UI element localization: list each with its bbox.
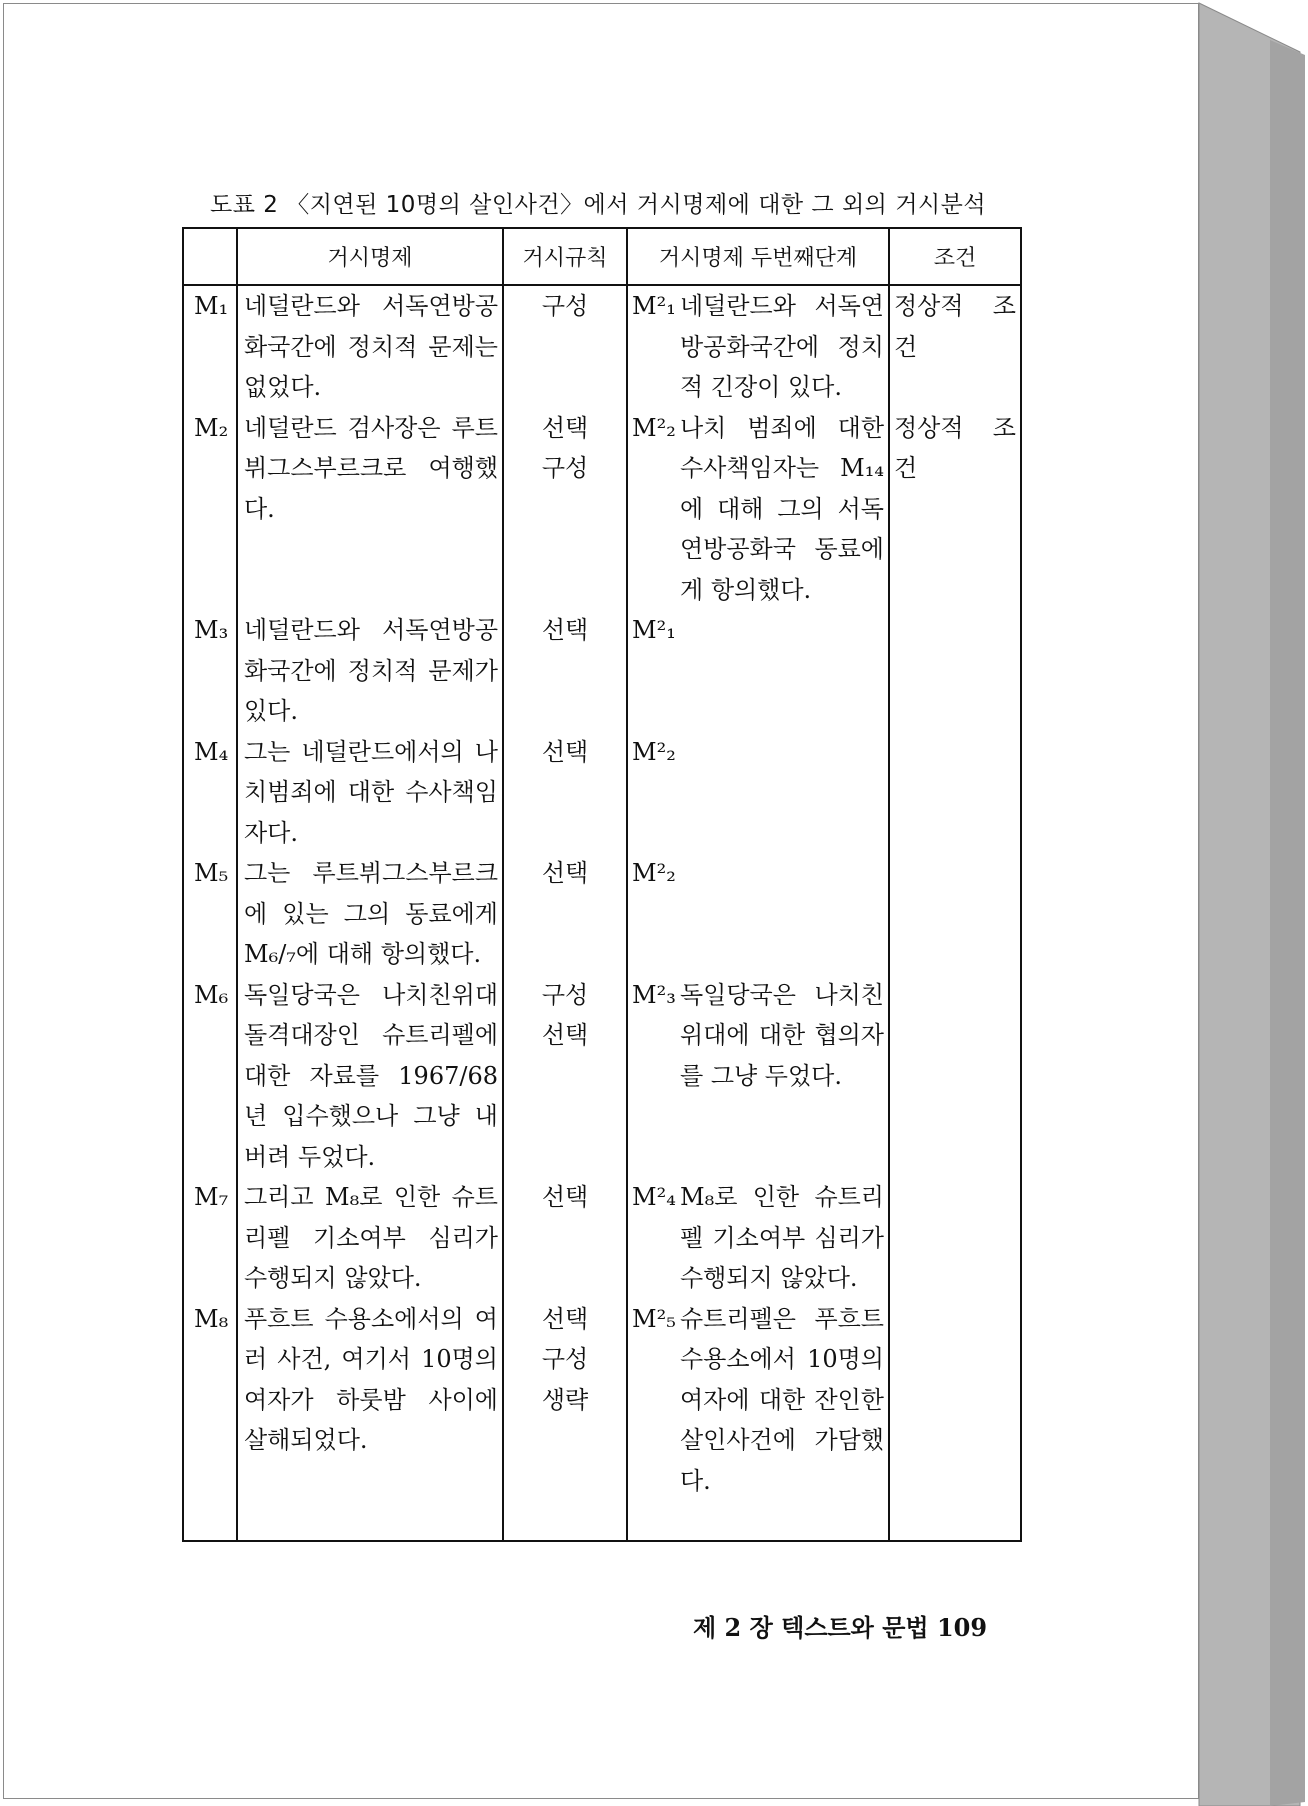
second-level-text: 네덜란드와 서독연방공화국간에 정치적 긴장이 있다. — [680, 292, 884, 401]
macrorule: 생략 — [541, 1385, 589, 1414]
proposition-text: 네덜란드 검사장은 루트뷔그스부르크로 여행했다. — [244, 413, 498, 523]
second-level-ref: M²₁ — [632, 616, 676, 644]
proposition-text: 네덜란드와 서독연방공화국간에 정치적 문제가 있다. — [244, 616, 498, 725]
condition-text — [890, 853, 1020, 975]
macrorule-cell — [504, 732, 626, 854]
second-level-ref: M²₁ — [632, 292, 676, 320]
proposition-id: M₃ — [194, 616, 229, 644]
proposition-text: 그는 네덜란드에서의 나치범죄에 대한 수사책임자다. — [244, 737, 498, 847]
header-second-level: 거시명제 두번째단계 — [627, 228, 889, 285]
proposition-id: M₈ — [194, 1304, 229, 1333]
proposition-text: 독일당국은 나치친위대돌격대장인 슈트리펠에 대한 자료를 1967/68년 입수했으나 그냥 내버려 두었다. — [244, 980, 498, 1171]
proposition-text: 네덜란드와 서독연방공화국간에 정치적 문제는 없었다. — [244, 292, 498, 401]
second-level-ref: M²₅ — [632, 1304, 676, 1333]
condition-text: 정상적 조건 — [894, 292, 1016, 361]
second-level-cell — [628, 408, 888, 611]
header-macroproposition: 거시명제 — [237, 228, 503, 285]
second-level-ref: M²₂ — [632, 737, 676, 766]
header-macrorule: 거시규칙 — [503, 228, 627, 285]
proposition-id: M₅ — [194, 859, 229, 887]
second-level-cell — [628, 286, 888, 408]
proposition-id: M₄ — [194, 737, 229, 766]
table-caption: 도표 2 〈지연된 10명의 살인사건〉에서 거시명제에 대한 그 외의 거시분석 — [210, 192, 987, 218]
condition-text: 정상적 조건 — [894, 413, 1016, 482]
macrorule: 선택 — [541, 1021, 589, 1049]
second-level-cell — [628, 732, 888, 854]
macrorule-cell — [504, 1299, 626, 1502]
header-condition: 조건 — [889, 228, 1021, 285]
condition-text — [890, 1177, 1020, 1299]
macrorule-cell — [504, 610, 626, 732]
second-level-ref: M²₂ — [632, 413, 676, 442]
macroproposition-column — [237, 285, 503, 1541]
proposition-text: 그리고 M₈로 인한 슈트리펠 기소여부 심리가 수행되지 않았다. — [244, 1183, 498, 1292]
macrorule: 선택 — [541, 737, 589, 766]
macrorule: 구성 — [541, 292, 589, 320]
condition-column — [889, 285, 1021, 1541]
macrorule: 선택 — [541, 859, 589, 887]
proposition-text: 그는 루트뷔그스부르크에 있는 그의 동료에게 M₆/₇에 대해 항의했다. — [244, 859, 498, 968]
id-column — [183, 285, 237, 1541]
table-body-row — [183, 285, 1021, 1541]
macrorule-cell — [504, 975, 626, 1178]
header-id — [183, 228, 237, 285]
proposition-id: M₁ — [194, 292, 229, 320]
condition-text — [890, 1299, 1020, 1502]
macrorule-cell — [504, 408, 626, 611]
condition-text — [890, 732, 1020, 854]
second-level-ref: M²₄ — [632, 1183, 676, 1211]
second-level-cell — [628, 975, 888, 1178]
second-level-text — [680, 853, 888, 975]
second-level-ref: M²₂ — [632, 859, 676, 887]
second-level-cell — [628, 610, 888, 732]
macro-analysis-table — [182, 227, 1022, 1542]
condition-text — [890, 610, 1020, 732]
condition-text — [890, 975, 1020, 1178]
second-level-cell — [628, 1177, 888, 1299]
second-level-text: M₈로 인한 슈트리펠 기소여부 심리가 수행되지 않았다. — [680, 1183, 884, 1292]
macrorule: 구성 — [541, 980, 589, 1009]
second-level-text: 슈트리펠은 푸흐트 수용소에서 10명의 여자에 대한 잔인한 살인사건에 가담했다. — [680, 1304, 884, 1495]
macrorule: 선택 — [541, 616, 589, 644]
second-level-column — [627, 285, 889, 1541]
macrorule: 선택 — [541, 1304, 589, 1333]
macrorule-cell — [504, 1177, 626, 1299]
second-level-text — [680, 732, 888, 854]
macrorule: 구성 — [541, 1345, 589, 1373]
proposition-id: M₇ — [194, 1183, 229, 1211]
second-level-cell — [628, 1299, 888, 1502]
macrorule-cell — [504, 853, 626, 975]
second-level-text — [680, 610, 888, 732]
proposition-text: 푸흐트 수용소에서의 여러 사건, 여기서 10명의 여자가 하룻밤 사이에 살해되었다. — [244, 1304, 498, 1454]
proposition-id: M₂ — [194, 413, 229, 442]
macrorule-column — [503, 285, 627, 1541]
second-level-text: 독일당국은 나치친위대에 대한 협의자를 그냥 두었다. — [680, 980, 884, 1090]
macrorule: 선택 — [541, 1183, 589, 1211]
second-level-cell — [628, 853, 888, 975]
proposition-id: M₆ — [194, 980, 229, 1009]
macrorule: 선택 — [541, 413, 589, 442]
second-level-ref: M²₃ — [632, 980, 676, 1009]
macrorule: 구성 — [541, 454, 589, 482]
macrorule-cell — [504, 286, 626, 408]
page-footer: 제 2 장 텍스트와 문법 109 — [693, 1613, 988, 1642]
table-header-row — [183, 228, 1021, 285]
second-level-text: 나치 범죄에 대한 수사책임자는 M₁₄에 대해 그의 서독연방공화국 동료에게 항의했다. — [680, 413, 884, 604]
